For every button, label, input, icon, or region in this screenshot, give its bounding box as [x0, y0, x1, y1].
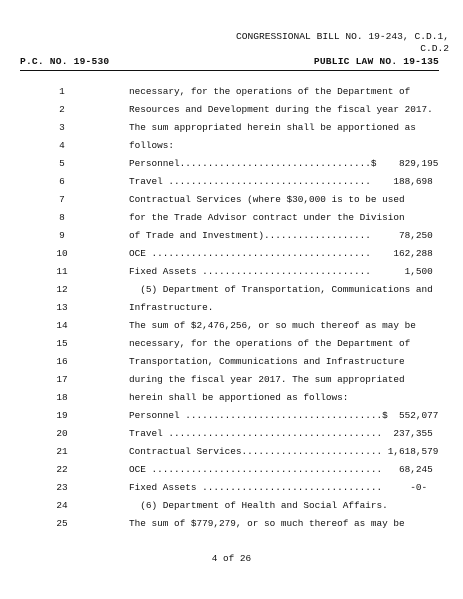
line-text: Personnel ...................................$ 552,077 [129, 410, 439, 421]
line-text: Transportation, Communications and Infrastructure [129, 356, 405, 367]
line-number: 23 [56, 482, 68, 493]
bill-line [0, 317, 463, 335]
line-text: (6) Department of Health and Social Affairs. [129, 500, 388, 511]
line-number: 9 [59, 230, 65, 241]
line-text: necessary, for the operations of the Department of [129, 338, 411, 349]
line-text: Contractual Services (where $30,000 is to be used [129, 194, 405, 205]
bill-line [0, 245, 463, 263]
line-number: 2 [59, 104, 65, 115]
line-number: 24 [56, 500, 68, 511]
line-number: 5 [59, 158, 65, 169]
line-text: The sum of $2,476,256, or so much thereof as may be [129, 320, 416, 331]
line-number: 22 [56, 464, 68, 475]
line-number: 15 [56, 338, 68, 349]
header-divider [20, 70, 439, 71]
line-text: OCE ......................................... 68,245 [129, 464, 433, 475]
line-number: 8 [59, 212, 65, 223]
line-number: 16 [56, 356, 68, 367]
bill-line [0, 371, 463, 389]
bill-line [0, 461, 463, 479]
bill-line [0, 389, 463, 407]
bill-line [0, 479, 463, 497]
bill-number-line1: CONGRESSIONAL BILL NO. 19-243, C.D.1, [235, 31, 449, 42]
line-text: Resources and Development during the fiscal year 2017. [129, 104, 433, 115]
line-text: Travel .................................... 188,698 [129, 176, 433, 187]
line-text: Infrastructure. [129, 302, 214, 313]
line-text: (5) Department of Transportation, Communications and [129, 284, 433, 295]
line-number: 6 [59, 176, 65, 187]
line-text: Personnel..................................$ 829,195 [129, 158, 439, 169]
bill-line [0, 119, 463, 137]
bill-number-line2: C.D.2 [420, 43, 449, 54]
bill-line [0, 353, 463, 371]
bill-line [0, 281, 463, 299]
line-number: 12 [56, 284, 68, 295]
bill-line [0, 407, 463, 425]
line-text: of Trade and Investment)................... 78,250 [129, 230, 433, 241]
bill-line [0, 155, 463, 173]
bill-line [0, 443, 463, 461]
line-number: 21 [56, 446, 68, 457]
bill-line [0, 227, 463, 245]
line-text: Fixed Assets .............................. 1,500 [129, 266, 433, 277]
line-text: Travel ...................................... 237,355 [129, 428, 433, 439]
line-number: 10 [56, 248, 68, 259]
line-number: 3 [59, 122, 65, 133]
bill-line [0, 191, 463, 209]
line-number: 25 [56, 518, 68, 529]
page-indicator: 4 of 26 [211, 553, 252, 564]
line-number: 18 [56, 392, 68, 403]
line-text: OCE ....................................... 162,288 [129, 248, 433, 259]
public-law-number: PUBLIC LAW NO. 19-135 [313, 56, 439, 67]
bill-line [0, 425, 463, 443]
bill-line [0, 497, 463, 515]
bill-line [0, 173, 463, 191]
line-number: 20 [56, 428, 68, 439]
bill-line [0, 299, 463, 317]
bill-line [0, 101, 463, 119]
line-number: 11 [56, 266, 68, 277]
line-number: 19 [56, 410, 68, 421]
bill-line [0, 209, 463, 227]
bill-line [0, 515, 463, 533]
bill-line [0, 335, 463, 353]
bill-number-header [189, 31, 449, 55]
line-number: 14 [56, 320, 68, 331]
line-text: The sum appropriated herein shall be apportioned as [129, 122, 416, 133]
line-text: The sum of $779,279, or so much thereof as may be [129, 518, 405, 529]
line-number: 17 [56, 374, 68, 385]
bill-line [0, 137, 463, 155]
line-text: Fixed Assets ................................ -0- [129, 482, 428, 493]
pc-number: P.C. NO. 19-530 [20, 56, 110, 67]
line-number: 1 [59, 86, 65, 97]
line-text: for the Trade Advisor contract under the Division [129, 212, 405, 223]
line-text: during the fiscal year 2017. The sum appropriated [129, 374, 405, 385]
bill-line [0, 263, 463, 281]
line-number: 4 [59, 140, 65, 151]
line-text: necessary, for the operations of the Department of [129, 86, 411, 97]
line-number: 13 [56, 302, 68, 313]
line-text: Contractual Services......................... 1,618,579 [129, 446, 439, 457]
line-text: follows: [129, 140, 175, 151]
line-number: 7 [59, 194, 65, 205]
bill-line [0, 83, 463, 101]
line-text: herein shall be apportioned as follows: [129, 392, 349, 403]
